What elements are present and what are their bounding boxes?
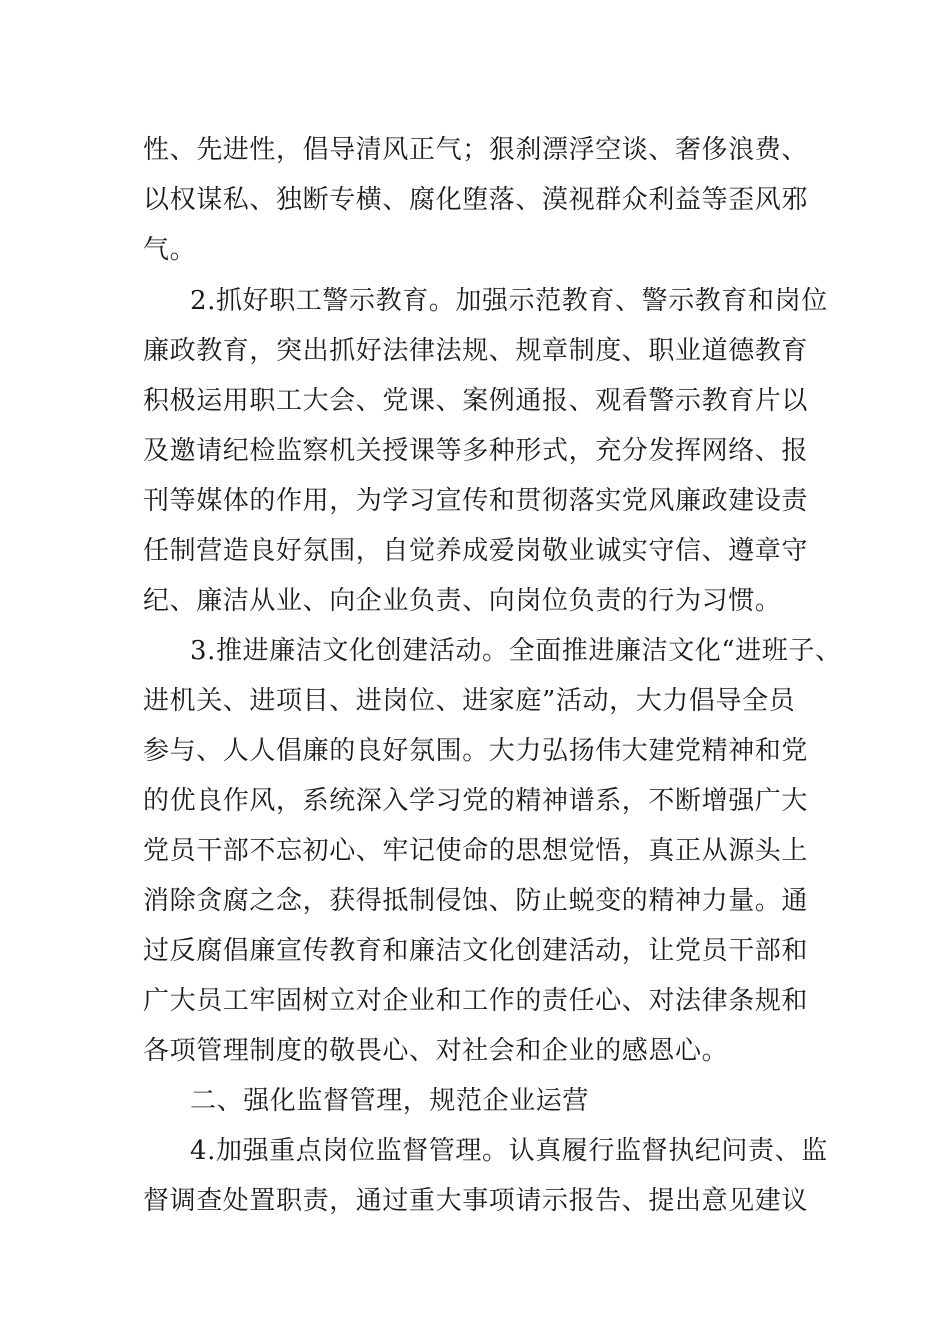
paragraph-3-line-7: 过反腐倡廉宣传教育和廉洁文化创建活动，让党员干部和 (143, 936, 809, 966)
paragraph-2-line-7: 纪、廉洁从业、向企业负责、向岗位负责的行为习惯。 (143, 586, 782, 616)
paragraph-2-line-2: 廉政教育，突出抓好法律法规、规章制度、职业道德教育 (143, 336, 809, 366)
paragraph-3-line-4: 的优良作风，系统深入学习党的精神谱系，不断增强广大 (143, 786, 809, 816)
paragraph-3-line-6: 消除贪腐之念，获得抵制侵蚀、防止蜕变的精神力量。通 (143, 886, 809, 916)
paragraph-4-line-2: 督调查处置职责，通过重大事项请示报告、提出意见建议 (143, 1186, 809, 1216)
paragraph-2-line-4: 及邀请纪检监察机关授课等多种形式，充分发挥网络、报 (143, 436, 809, 466)
paragraph-3-line-9: 各项管理制度的敬畏心、对社会和企业的感恩心。 (143, 1036, 729, 1066)
paragraph-2-line-3: 积极运用职工大会、党课、案例通报、观看警示教育片以 (143, 386, 809, 416)
paragraph-3-line-2: 进机关、进项目、进岗位、进家庭”活动，大力倡导全员 (143, 686, 796, 716)
paragraph-4-line-1: 4.加强重点岗位监督管理。认真履行监督执纪问责、监 (190, 1136, 828, 1166)
paragraph-1-line-3: 气。 (143, 235, 197, 265)
paragraph-3-line-5: 党员干部不忘初心、牢记使命的思想觉悟，真正从源头上 (143, 836, 809, 866)
paragraph-2-line-1: 2.抓好职工警示教育。加强示范教育、警示教育和岗位 (190, 286, 828, 316)
paragraph-3-line-3: 参与、人人倡廉的良好氛围。大力弘扬伟大建党精神和党 (143, 736, 809, 766)
section-heading: 二、强化监督管理，规范企业运营 (190, 1086, 590, 1116)
paragraph-1-line-1: 性、先进性，倡导清风正气；狠刹漂浮空谈、奢侈浪费、 (143, 135, 809, 165)
paragraph-3-line-1: 3.推进廉洁文化创建活动。全面推进廉洁文化“进班子、 (190, 636, 842, 666)
paragraph-2-line-6: 任制营造良好氛围，自觉养成爱岗敬业诚实守信、遵章守 (143, 536, 809, 566)
paragraph-3-line-8: 广大员工牢固树立对企业和工作的责任心、对法律条规和 (143, 986, 809, 1016)
paragraph-2-line-5: 刊等媒体的作用，为学习宣传和贯彻落实党风廉政建设责 (143, 486, 809, 516)
paragraph-1-line-2: 以权谋私、独断专横、腐化堕落、漠视群众利益等歪风邪 (143, 185, 809, 215)
